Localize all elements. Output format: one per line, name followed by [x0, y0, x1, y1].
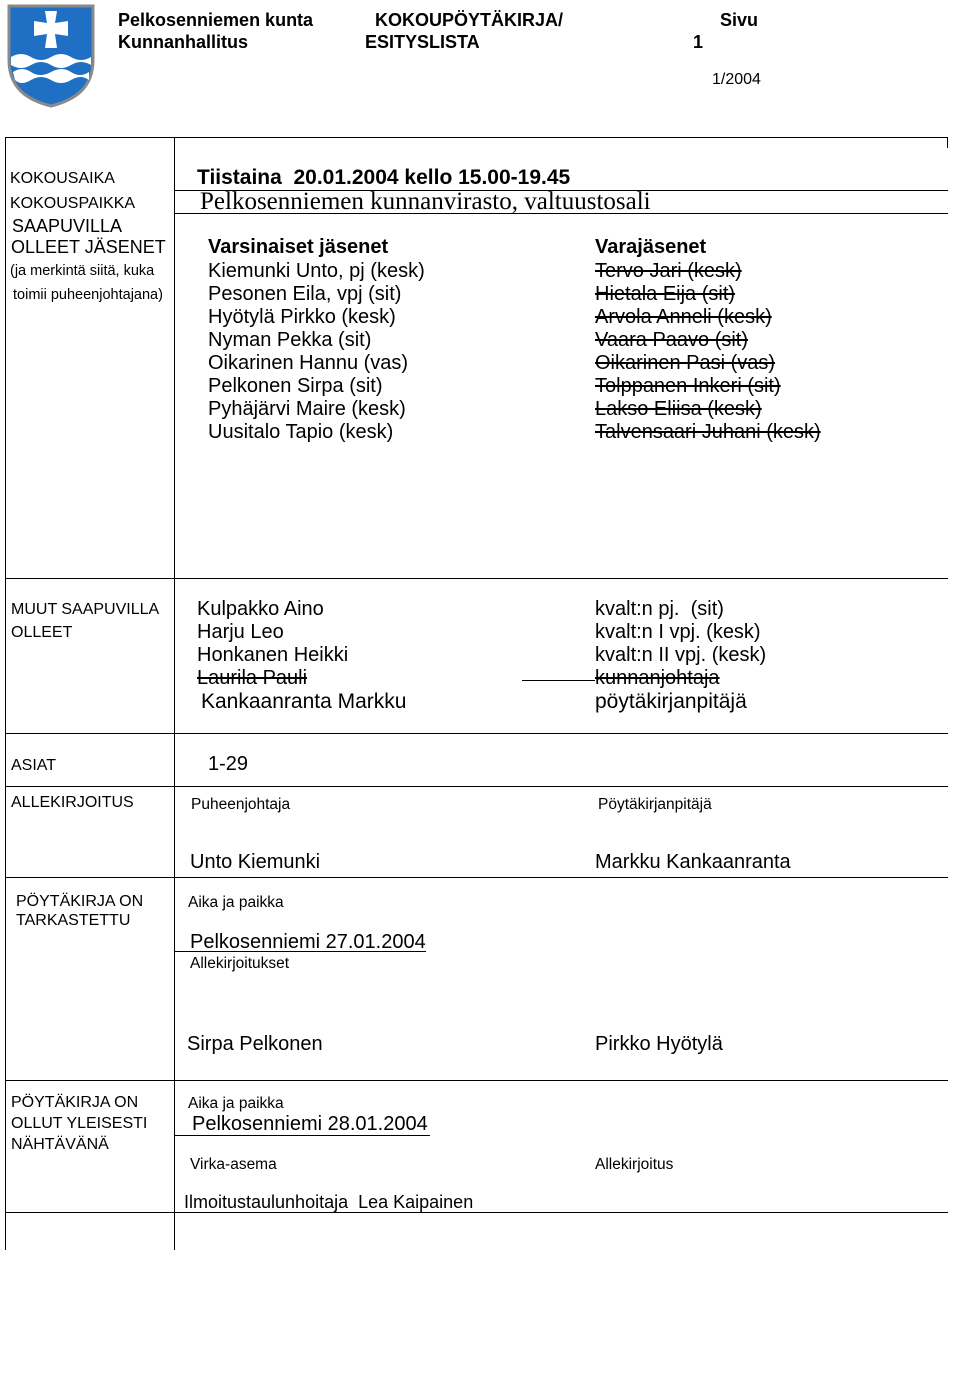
other-attendee-name: Laurila Pauli: [197, 667, 308, 689]
display-official: Ilmoitustaulunhoitaja Lea Kaipainen: [184, 1192, 474, 1212]
display-time-place-label: Aika ja paikka: [188, 1095, 284, 1112]
list-item: Tervo Jari (kesk): [595, 260, 742, 282]
review-signatures-label: Allekirjoitukset: [190, 955, 290, 972]
doc-type-line1: KOKOUPÖYTÄKIRJA/: [375, 10, 564, 30]
members-label-line2: OLLEET JÄSENET: [11, 237, 166, 257]
shield-icon: [5, 2, 97, 108]
other-attendee-role: kvalt:n II vpj. (kesk): [595, 644, 767, 666]
members-label-line4: toimii puheenjohtajana): [13, 287, 163, 303]
deputy-members-list: [595, 260, 821, 444]
meeting-place-label: KOKOUSPAIKKA: [10, 195, 136, 212]
meeting-time-label: KOKOUSAIKA: [10, 170, 115, 187]
agenda-items: 1-29: [208, 753, 249, 775]
list-item: Vaara Paavo (sit): [595, 329, 749, 351]
page-number: 1: [693, 32, 704, 52]
table-right-tick: [947, 137, 948, 148]
regular-members-heading: Varsinaiset jäsenet: [208, 236, 389, 258]
display-label-line2: OLLUT YLEISESTI: [11, 1115, 148, 1132]
others-label-line2: OLLEET: [11, 624, 73, 641]
chair-role: Puheenjohtaja: [191, 796, 291, 813]
row-rule-others: [5, 733, 948, 734]
org-name: Pelkosenniemen kunta: [118, 10, 314, 30]
list-item: Oikarinen Hannu (vas): [208, 352, 409, 374]
list-item: Hyötylä Pirkko (kesk): [208, 306, 396, 328]
table-column-divider: [174, 137, 175, 1250]
chair-name: Unto Kiemunki: [190, 851, 321, 873]
other-attendee-role: kvalt:n pj. (sit): [595, 598, 724, 620]
other-attendee-role: kvalt:n I vpj. (kesk): [595, 621, 761, 643]
review-label-line1: PÖYTÄKIRJA ON: [16, 893, 144, 910]
list-item: Nyman Pekka (sit): [208, 329, 372, 351]
other-attendee-name: Honkanen Heikki: [197, 644, 349, 666]
list-item: Pyhäjärvi Maire (kesk): [208, 398, 406, 420]
strike-tab-line: [522, 680, 595, 681]
regular-members-list: [208, 260, 425, 444]
review-label-line2: TARKASTETTU: [16, 912, 131, 929]
deputy-members-heading: Varajäsenet: [595, 236, 707, 258]
other-attendee-name: Harju Leo: [197, 621, 284, 643]
reviewer-2-name: Pirkko Hyötylä: [595, 1033, 723, 1055]
members-label-line3: (ja merkintä siitä, kuka: [10, 263, 155, 279]
secretary-name: Markku Kankaanranta: [595, 851, 791, 873]
row-rule-review: [5, 1080, 948, 1081]
row-rule-signatures: [5, 877, 948, 878]
table-left-rule: [5, 137, 6, 1250]
agenda-label: ASIAT: [11, 757, 57, 774]
other-attendee-name: Kankaanranta Markku: [201, 690, 407, 713]
list-item: Arvola Anneli (kesk): [595, 306, 772, 328]
list-item: Talvensaari Juhani (kesk): [595, 421, 821, 443]
review-time-place-label: Aika ja paikka: [188, 894, 284, 911]
table-top-rule: [5, 137, 948, 138]
page-label: Sivu: [720, 10, 759, 30]
row-rule-members: [5, 578, 948, 579]
display-label-line3: NÄHTÄVÄNÄ: [11, 1136, 109, 1153]
display-signature-label: Allekirjoitus: [595, 1156, 674, 1173]
list-item: Oikarinen Pasi (vas): [595, 352, 776, 374]
display-label-line1: PÖYTÄKIRJA ON: [11, 1094, 139, 1111]
other-attendee-name: Kulpakko Aino: [197, 598, 324, 620]
list-item: Pesonen Eila, vpj (sit): [208, 283, 402, 305]
meeting-place-value: Pelkosenniemen kunnanvirasto, valtuustosali: [200, 188, 651, 215]
row-rule-display: [5, 1212, 948, 1213]
coat-of-arms-logo: [5, 2, 97, 108]
display-time-place-value: Pelkosenniemi 28.01.2004: [192, 1113, 428, 1135]
list-item: Hietala Eija (sit): [595, 283, 736, 305]
members-label-line1: SAAPUVILLA: [12, 216, 123, 236]
list-item: Pelkonen Sirpa (sit): [208, 375, 383, 397]
display-position-label: Virka-asema: [190, 1156, 277, 1173]
other-attendee-role: kunnanjohtaja: [595, 667, 720, 689]
list-item: Tolppanen Inkeri (sit): [595, 375, 781, 397]
secretary-role: Pöytäkirjanpitäjä: [598, 796, 712, 813]
doc-type-line2: ESITYSLISTA: [365, 32, 480, 52]
list-item: Lakso Eliisa (kesk): [595, 398, 762, 420]
other-attendee-role: pöytäkirjanpitäjä: [595, 690, 747, 713]
display-date-underline: [174, 1135, 430, 1136]
body-name: Kunnanhallitus: [118, 32, 248, 52]
list-item: Kiemunki Unto, pj (kesk): [208, 260, 425, 282]
signatures-label: ALLEKIRJOITUS: [11, 794, 134, 811]
others-label-line1: MUUT SAAPUVILLA: [11, 601, 160, 618]
meeting-time-value: Tiistaina 20.01.2004 kello 15.00-19.45: [197, 166, 571, 189]
reviewer-1-name: Sirpa Pelkonen: [187, 1033, 323, 1055]
list-item: Uusitalo Tapio (kesk): [208, 421, 394, 443]
meeting-number: 1/2004: [712, 71, 761, 88]
review-time-place-value: Pelkosenniemi 27.01.2004: [190, 931, 426, 953]
row-rule-agenda: [5, 786, 948, 787]
